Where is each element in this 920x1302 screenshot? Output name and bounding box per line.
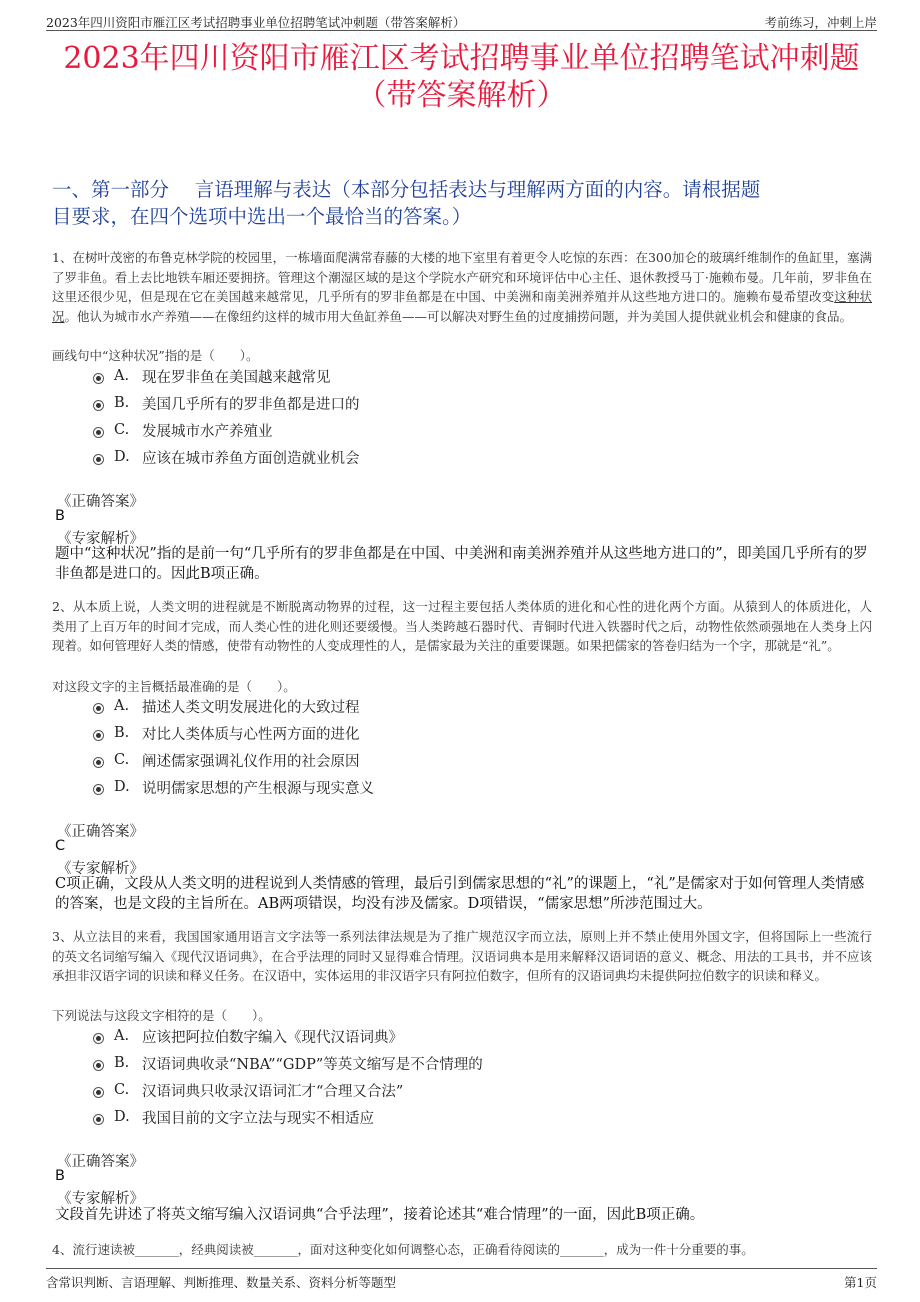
q1-option-a[interactable]: [93, 366, 331, 386]
q1-option-d[interactable]: [93, 447, 360, 467]
page-footer: [46, 1268, 877, 1290]
q2-passage: 2、从本质上说，人类文明的进程就是不断脱离动物界的过程，这一过程主要包括人类体质的进化和心性的进化两个方面。从猿到人的体质进化，人类用了上百万年的时间才完成，而人类心性的进化则还要缓慢。当人类跨越石器时代、青铜时代进入铁器时代之后，动物性依然顽强地在人类身上闪现着。如何管理好人类的情感，使带有动物性的人变成理性的人，是儒家最为关注的重要课题。如果把儒家的答卷归结为一个字，那就是“礼”。: [52, 599, 872, 653]
radio-icon[interactable]: [93, 1087, 104, 1098]
radio-icon[interactable]: [93, 703, 104, 714]
section-heading-line-2: 目要求，在四个选项中选出一个最恰当的答案。）: [52, 205, 472, 228]
option-text: 说明儒家思想的产生根源与现实意义: [142, 780, 374, 797]
title-line-1: 2023年四川资阳市雁江区考试招聘事业单位招聘笔试冲刺题: [63, 41, 860, 76]
page-header: [46, 12, 877, 31]
option-letter: C.: [114, 752, 130, 768]
q3-answer: B: [55, 1168, 65, 1184]
q2-question: 对这段文字的主旨概括最准确的是（ ）。: [52, 679, 296, 694]
radio-icon[interactable]: [93, 400, 104, 411]
radio-icon[interactable]: [93, 1114, 104, 1125]
option-text: 汉语词典只收录汉语词汇才“合理又合法”: [142, 1083, 404, 1100]
q3-analysis-label: 《专家解析》: [57, 1191, 144, 1207]
radio-icon[interactable]: [93, 1060, 104, 1071]
q1-question: 画线句中“这种状况”指的是（ ）。: [52, 348, 259, 363]
radio-icon[interactable]: [93, 454, 104, 465]
option-letter: B.: [114, 725, 130, 741]
option-text: 现在罗非鱼在美国越来越常见: [142, 369, 331, 386]
option-letter: D.: [114, 1109, 130, 1125]
option-letter: B.: [114, 395, 130, 411]
q1-passage: [52, 248, 872, 326]
q2-option-d[interactable]: [93, 777, 374, 797]
q3-passage: 3、从立法目的来看，我国国家通用语言文字法等一系列法律法规是为了推广规范汉字而立法，原则上并不禁止使用外国文字，但将国际上一些流行的英文名词缩写编入《现代汉语词典》，在合乎法理的同时又显得难合情理。汉语词典本是用来解释汉语词语的意义、概念、用法的工具书，并不应该承担非汉语字词的识读和释义任务。在汉语中，实体运用的非汉语字只有阿拉伯数字，但所有的汉语词典均未提供阿拉伯数字的识读和释义。: [52, 929, 872, 983]
q3-answer-label: 《正确答案》: [57, 1154, 144, 1170]
option-letter: D.: [114, 779, 130, 795]
option-letter: A.: [114, 1028, 130, 1044]
option-letter: D.: [114, 449, 130, 465]
q1-answer: B: [55, 508, 65, 524]
q2-analysis-label: 《专家解析》: [57, 861, 144, 877]
q1-passage-end: 。他认为城市水产养殖——在像纽约这样的城市用大鱼缸养鱼——可以解决对野生鱼的过度捕捞问题，并为美国人提供就业机会和健康的食品。: [64, 308, 853, 324]
option-text: 我国目前的文字立法与现实不相适应: [142, 1110, 374, 1127]
q1-passage-text: 1、在树叶茂密的布鲁克林学院的校园里，一栋墙面爬满常春藤的大楼的地下室里有着更令人吃惊的东西：在300加仑的玻璃纤维制作的鱼缸里，塞满了罗非鱼。看上去比地铁车厢还要拥挤。管理这个潮湿区域的是这个学院水产研究和环境评估中心主任、退休教授马丁·施赖布曼。几年前，罗非鱼在这里还很少见，但是现在它在美国越来越常见，几乎所有的罗非鱼都是在中国、中美洲和南美洲养殖并从这些地方进口的。施赖布曼希望改变: [52, 250, 872, 304]
q3-analysis: 文段首先讲述了将英文缩写编入汉语词典“合乎法理”，接着论述其“难合情理”的一面，因此B项正确。: [55, 1207, 705, 1223]
q4-passage: 4、流行速读被_______，经典阅读被_______，面对这种变化如何调整心态，正确看待阅读的_______，成为一件十分重要的事。: [52, 1242, 754, 1257]
q2-analysis: C项正确，文段从人类文明的进程说到人类情感的管理，最后引到儒家思想的“礼”的课题上，“礼”是儒家对于如何管理人类情感的答案，也是文段的主旨所在。AB两项错误，均没有涉及儒家。D项错误，“儒家思想”所涉范围过大。: [55, 876, 865, 912]
section-heading-line-1: 一、第一部分 言语理解与表达（本部分包括表达与理解两方面的内容。请根据题: [52, 178, 761, 201]
q1-option-c[interactable]: [93, 420, 273, 440]
radio-icon[interactable]: [93, 1033, 104, 1044]
option-text: 阐述儒家强调礼仪作用的社会原因: [142, 753, 360, 770]
option-text: 描述人类文明发展进化的大致过程: [142, 699, 360, 716]
radio-icon[interactable]: [93, 373, 104, 384]
q1-analysis: 题中“这种状况”指的是前一句“几乎所有的罗非鱼都是在中国、中美洲和南美洲养殖并从这些地方进口的”，即美国几乎所有的罗非鱼都是进口的。因此B项正确。: [55, 546, 868, 582]
q2-option-b[interactable]: [93, 723, 360, 743]
q1-underlined-phrase: 这种状况: [52, 289, 872, 324]
radio-icon[interactable]: [93, 427, 104, 438]
option-letter: C.: [114, 1082, 130, 1098]
q1-option-b[interactable]: [93, 393, 360, 413]
option-letter: A.: [114, 368, 130, 384]
q2-answer: C: [55, 838, 66, 854]
q2-option-a[interactable]: [93, 696, 360, 716]
q2-answer-label: 《正确答案》: [57, 824, 144, 840]
section-heading: [52, 176, 872, 230]
radio-icon[interactable]: [93, 730, 104, 741]
option-text: 汉语词典收录“NBA”“GDP”等英文缩写是不合情理的: [142, 1056, 483, 1073]
footer-topics: 含常识判断、言语理解、判断推理、数量关系、资料分析等题型: [46, 1275, 397, 1290]
q3-question: 下列说法与这段文字相符的是（ ）。: [52, 1008, 271, 1023]
q1-analysis-label: 《专家解析》: [57, 531, 144, 547]
option-letter: A.: [114, 698, 130, 714]
q3-option-b[interactable]: [93, 1053, 483, 1073]
option-text: 应该在城市养鱼方面创造就业机会: [142, 450, 360, 467]
option-letter: C.: [114, 422, 130, 438]
page-number: 第1页: [844, 1275, 877, 1290]
header-doc-title: 2023年四川资阳市雁江区考试招聘事业单位招聘笔试冲刺题（带答案解析）: [46, 15, 466, 30]
q1-answer-label: 《正确答案》: [57, 494, 144, 510]
title-line-2: （带答案解析）: [356, 78, 567, 113]
q3-option-a[interactable]: [93, 1026, 403, 1046]
q3-option-c[interactable]: [93, 1080, 403, 1100]
q3-option-d[interactable]: [93, 1107, 374, 1127]
header-slogan: 考前练习，冲刺上岸: [764, 15, 877, 30]
option-text: 发展城市水产养殖业: [142, 423, 273, 440]
q2-option-c[interactable]: [93, 750, 360, 770]
radio-icon[interactable]: [93, 784, 104, 795]
radio-icon[interactable]: [93, 757, 104, 768]
option-letter: B.: [114, 1055, 130, 1071]
option-text: 美国几乎所有的罗非鱼都是进口的: [142, 396, 360, 413]
option-text: 对比人类体质与心性两方面的进化: [142, 726, 360, 743]
document-title: [46, 40, 877, 114]
option-text: 应该把阿拉伯数字编入《现代汉语词典》: [142, 1029, 403, 1046]
